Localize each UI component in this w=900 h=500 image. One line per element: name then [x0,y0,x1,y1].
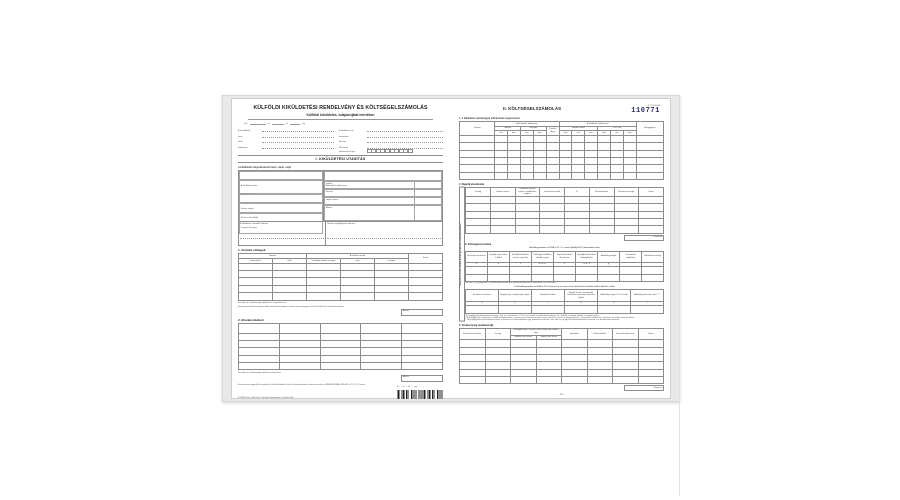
trip-days-label: napok száma [325,198,339,201]
employee-taxnum-row [339,149,443,153]
formula-f: f = d - e [576,262,598,267]
advances-signature-row [238,309,443,316]
employee-taxnum-label: adóazonosító jele [339,151,356,154]
costs-subtitle: Adóelőlegszámítás az SZJA tv. 27. §-i, szerinti (Hatály IN § 2) leírásának szerint [529,247,600,250]
col-abroad-days: Költségek külföldön eltöltött napok [532,251,554,262]
col-pct: % [565,187,590,196]
col-base-15: Adóelőleg alapja 15 %-át adó [598,290,631,301]
letter-b: b [499,301,532,306]
col-payable: Kifizethető összeg [642,251,664,262]
table-row[interactable] [460,377,664,384]
advances-sub-serial: szemszáma [239,259,273,264]
col-forint: Forint [638,328,664,340]
formula-a: a [466,262,488,267]
activity-total: Összesen [624,385,664,391]
trip-group-label: Csoport létszáma [240,226,257,229]
col-departure: Indulás [495,126,521,131]
table-row[interactable] [460,165,664,172]
advances-sub-amount: összege [375,259,409,264]
table-row[interactable] [239,340,443,347]
table-row[interactable] [466,196,664,203]
travel-approver-cell[interactable] [326,222,442,245]
section-1-bar: I. KIKÜLDETÉSI UTASÍTÁS [238,155,443,163]
table-row[interactable] [239,263,443,270]
col-abroad: Külföldön eltöltött napok, rendeletben meghat. [515,187,540,196]
serial-block [631,105,660,115]
serial-number: 110771 [631,107,660,115]
advances-head-payment: A kiutalás módja [307,254,409,259]
perdiem-tables [465,187,664,322]
trip-foreign-label: Részt vevő külföldi [240,216,259,219]
employer-label: A munkáltató [238,130,251,133]
table-row[interactable] [460,347,664,354]
table-row[interactable] [460,354,664,361]
employer-taxid-input[interactable] [262,143,334,149]
section-b-table [238,222,443,246]
trip-travel-mode-cell[interactable] [239,194,323,210]
employee-taxnum-boxes[interactable] [367,149,413,153]
document-subtitle: Külföldi kiküldetés, tulajdonjátal mértéken [306,112,375,117]
advances-sub-name: neve [341,259,375,264]
col-min2: perc [585,131,598,136]
employee-name-label: A kiküldött neve [339,130,354,133]
right-page [454,99,668,398]
employer-taxid-row [238,143,334,149]
document-sheet [231,98,671,399]
col-day: nap [559,131,572,136]
col-hour2: óra [572,131,585,136]
col-perdiem-huf: Napidíj napi Forint [536,335,562,340]
advances-head-forint: Forint [409,254,443,263]
col-arr-hour: óra [520,131,533,136]
table-row[interactable] [460,135,664,142]
employee-taj-label: TAJ szám [339,147,349,150]
employer-taxid-label: adószáma [238,147,248,150]
formula-c: c [510,262,532,267]
trip-place-cell[interactable] [239,171,323,187]
trip-depart-row[interactable] [324,181,442,189]
table-row[interactable] [239,271,443,278]
identity-block [238,127,443,154]
trip-travel-mode-label: Utazás módja [240,207,254,210]
table-row[interactable] [239,333,443,340]
date-month-label: hó [285,122,288,125]
trip-duration-label: A kiküldetés időtartama [325,184,348,187]
employee-position-label: beosztása [339,135,349,138]
table-row[interactable] [460,369,664,376]
activity-title: 5. Tevékenység munkarendje [459,323,494,327]
perdiem-table [465,187,664,234]
col-dep-hour: óra [495,131,508,136]
employee-block [339,127,443,154]
col-min3: perc [623,131,636,136]
col-remark: Megjegyzés [636,122,663,136]
left-page [232,99,448,398]
table-row[interactable] [239,293,443,300]
table-row[interactable] [239,363,443,370]
settlement-signature-row [238,375,443,382]
left-footer-date: 20 ..... év ..... hó ..... nap [396,386,417,389]
advances-signature-box[interactable]: Aláírás [401,309,443,316]
col-serial: A számla sorszáma [466,251,488,262]
order-issuer-label: A kiküldetés elrendelő aláírása [240,222,269,225]
col-perdiem-count: Napidíj napi száma [511,335,537,340]
table-row[interactable] [466,211,664,218]
trip-arrive-row[interactable] [324,189,442,197]
col-total-perdiem: Külföldi kiküldetés összes napi díja [510,251,532,262]
long-note: A költségelszámolás benyújtási időben történő beszélgetés, valamint pénztári jegyzék mellé ki kerülésének leírási beszámolás [238,306,344,309]
trip-days-value[interactable] [414,198,441,204]
col-country: Ország [460,122,495,136]
table-row[interactable] [239,348,443,355]
trip-duration-table [459,121,664,180]
trip-foreign-cell[interactable] [239,203,323,219]
trip-purpose-label: A kiküldetés célja [240,193,257,196]
advances-sub-rate: tárfa [273,259,307,264]
trip-days-row[interactable] [324,197,442,205]
col-after-deduction: Adóelőleg levonása után *** [631,290,664,301]
table-row[interactable] [460,172,664,179]
section-a-title: A kiküldetés teljesítésének helye, ideje, célja [238,165,291,169]
trip-arrive-label: érkezés [325,190,333,193]
letter-a: a [466,301,499,306]
table-row[interactable] [466,204,664,211]
letter-f: f [631,301,664,306]
trip-duration-cell [324,171,442,187]
col-perdiem-huf: Napidíj Forintban [532,290,565,301]
col-base: Adóelőleg alapja [598,251,620,262]
table-row[interactable] [460,362,664,369]
activity-table [459,328,664,385]
col-transfer: A számla átfizetése [613,328,639,340]
table-row[interactable] [239,355,443,362]
col-dep-min: perc [508,131,521,136]
table-row[interactable] [239,285,443,292]
col-szj: SZJ, áfa [598,126,637,131]
settlement-footer-note: Számlázó jel, átláthatósága nyújtásának befizetése [238,371,281,374]
trip-arrive-value[interactable] [414,190,441,196]
head-right-span: A kiküldetés időtartama [559,122,636,127]
col-serial: A számla sorszáma [466,290,499,301]
serial-caption: SORSZÁM [647,105,660,107]
trip-catering-label: Ellátás [325,206,332,209]
formula-e: e [554,262,576,267]
col-perdiem-days: Napidíj nap / napidíj napi száma [499,290,532,301]
table-row[interactable] [466,274,664,281]
activity-sum-row [459,385,664,391]
col-huf: Napidíj forintban átszámítva [554,251,576,262]
trip-depart-label: indulás [325,182,333,185]
col-computed: Napidíj Forint x kiszámított határozás nevesített számított értéke [565,290,598,301]
col-perdiem-count: Napidíj napi száma külföldi [488,251,510,262]
formula-g: g [598,262,620,267]
col-away: Távollét ideje [546,126,559,135]
trip-catering-value[interactable] [414,206,441,220]
letter-e: e [598,301,631,306]
perdiem-wrap [459,187,664,322]
sidebar-vertical-note: * Kérjük a füzet oldalt a két gerincén szétválasztani! * [459,187,465,322]
employee-address-label: lakcíme [339,141,347,144]
trip-depart-value[interactable] [414,182,441,188]
advances-table [238,253,443,300]
col-deductible: Napidíjból levonható költségtérítés [576,251,598,262]
costs-table [465,251,664,283]
advances-sub-sum: költségek kiadás összege [307,259,341,264]
date-day-field[interactable] [290,123,300,125]
activity-head-1 [460,328,664,335]
settlement-title: 2. Elszámolásbeli [238,318,264,323]
settlement-table [238,323,443,370]
col-days: Napok száma [490,187,515,196]
table-row[interactable] [460,150,664,157]
col-arr-min: perc [533,131,546,136]
perdiem-total: Összesen [624,235,664,241]
col-forint: Forint [639,187,664,196]
col-service: Szolgáltatóleg a számla szerint teljesített számla ideje [511,328,562,335]
left-footer-code: B 7368.06-hoz - A/3 fekvő - Nyomda: Nyomtatvány - Számlaír: A/3 [238,396,294,399]
date-year-label: év [267,122,270,125]
trip-purpose-cell[interactable] [239,180,323,194]
table-row[interactable] [239,324,443,333]
page-number: - 12 - [558,394,565,397]
letter-d: d [565,301,598,306]
title-divider [248,119,433,120]
date-day-label: nap [301,122,306,125]
col-settleable: Elszámolható [587,328,613,340]
employer-address-label: címe [238,141,243,144]
col-deduct: Levonásra kerülő [540,187,565,196]
col-hour3: óra [611,131,624,136]
advance-tax-table [465,289,664,313]
perdiem-title: 2. Napidíj elszámolás [459,182,485,186]
perdiem-sum-row [465,235,664,241]
table-row[interactable] [239,278,443,285]
document-title: KÜLFÖLDI KIKÜLDETÉSI RENDELVÉNY ÉS KÖLTSÉGELSZÁMOLÁS [253,105,428,111]
date-month-field[interactable] [272,123,284,125]
travel-approver-label: Utazási engedélyezők aláírása [327,222,356,225]
table-row[interactable] [466,219,664,226]
advance-tax-head [466,290,664,301]
letter-c: c [532,301,565,306]
order-issuer-signature[interactable] [240,233,324,239]
advances-footer-note: Számlázó jel, átláthatósága nyújtásának, vagy befizetése [238,302,286,305]
date-year-field[interactable] [250,123,266,125]
employer-name-label: neve [238,135,243,138]
travel-approver-signature[interactable] [327,233,441,239]
col-days: Napok száma [559,126,598,131]
barcode [397,390,443,399]
head-left-span: A kiküldetés időtartama [495,122,559,127]
advances-title: 1. Fizetett előlegek [238,248,266,253]
footnote-2: ** A nyugdíjjárulék a határozat a külföldi adókedvezmény, a levonás nem számítások miatt, hogy a számlázó, számla az adatszolgáltató, a nevezettel a külföldi elő a számlán a nevesített számított értéke. [465,316,635,319]
col-settleable: Elszámolható [589,187,614,196]
col-deducted: A levont összege [614,187,639,196]
footnote-3: *** A nyugdíjjárulék kiszámításának alapja, számlázott az adatszolgáltatás vagy számlázott nevesített, adó, adó- és nyugdíj-elő legelszámolásának jelentése van következtetés nevezett. [465,318,620,321]
left-footer-note: A szerintminta legyezők kiszorgálását a külföld kiküldetés, illetve költségelszámolás rendszeri kezelése, MINDENHONNAL RÉLAR Ft. 4.§ 12 C.§ szerint [238,384,366,387]
col-serial: A számla sorszáma [460,328,486,340]
costs-note: * Az adó- és nyugdíjjárulék, a külföldi adókedvezmények figyelembevételével az adóelőleget nem kell levonni. [465,282,557,285]
col-country: Ország [485,328,511,340]
order-issuer-cell[interactable] [239,222,326,245]
col-advance-tax: Levonandó adóelőleg [620,251,642,262]
col-arrival: Érkezés [520,126,546,131]
advances-head-currency: Forintat [239,254,307,259]
trip-catering-row[interactable] [324,205,442,221]
date-prefix: Kelt: [244,122,248,125]
col-day2: nap [598,131,611,136]
page-fold [679,197,680,496]
formula-d: d = b x c [532,262,554,267]
right-section-a-title: 1. A kiküldetés (utazásgépi) elbírásának megismerése [459,117,520,120]
table-row[interactable] [466,226,664,233]
costs-title: 3. Költségek levonása [465,243,492,247]
perdiem-head [466,187,664,196]
section-a-right [324,171,442,221]
settlement-signature-box[interactable]: Aláírás [401,375,443,382]
table-row[interactable] [460,340,664,347]
col-allowance: javadalmi [562,328,588,340]
table-row[interactable] [460,143,664,150]
date-row [244,123,443,125]
formula-b: b [488,262,510,267]
employer-block [238,127,334,154]
costs-head [466,251,664,262]
table-row[interactable] [466,306,664,313]
advance-tax-title: 4. Adóelőlegszámítás az SZJA tv. 83. §-ai keresetre az posta szerint befizetésére fordított térítési kifizetés esetén [514,286,615,289]
table-row[interactable] [460,157,664,164]
col-country: Ország [466,187,491,196]
footnote-1: * A nyugdíjjárulék kiszámításának alapja, adó- és a nyilvántartó, 27. §-a szerint adó- és adóelőleget kiadásra. Ha a külföldi az adatbe, fejlődés a nyugdíjas eltérő. [465,314,600,317]
table-row[interactable] [466,267,664,274]
left-footer-row [238,390,443,399]
section-2-bar: II. KÖLTSÉGELSZÁMOLÁS [503,106,562,111]
trip-place-label: A kiküldetés helye [240,184,258,187]
